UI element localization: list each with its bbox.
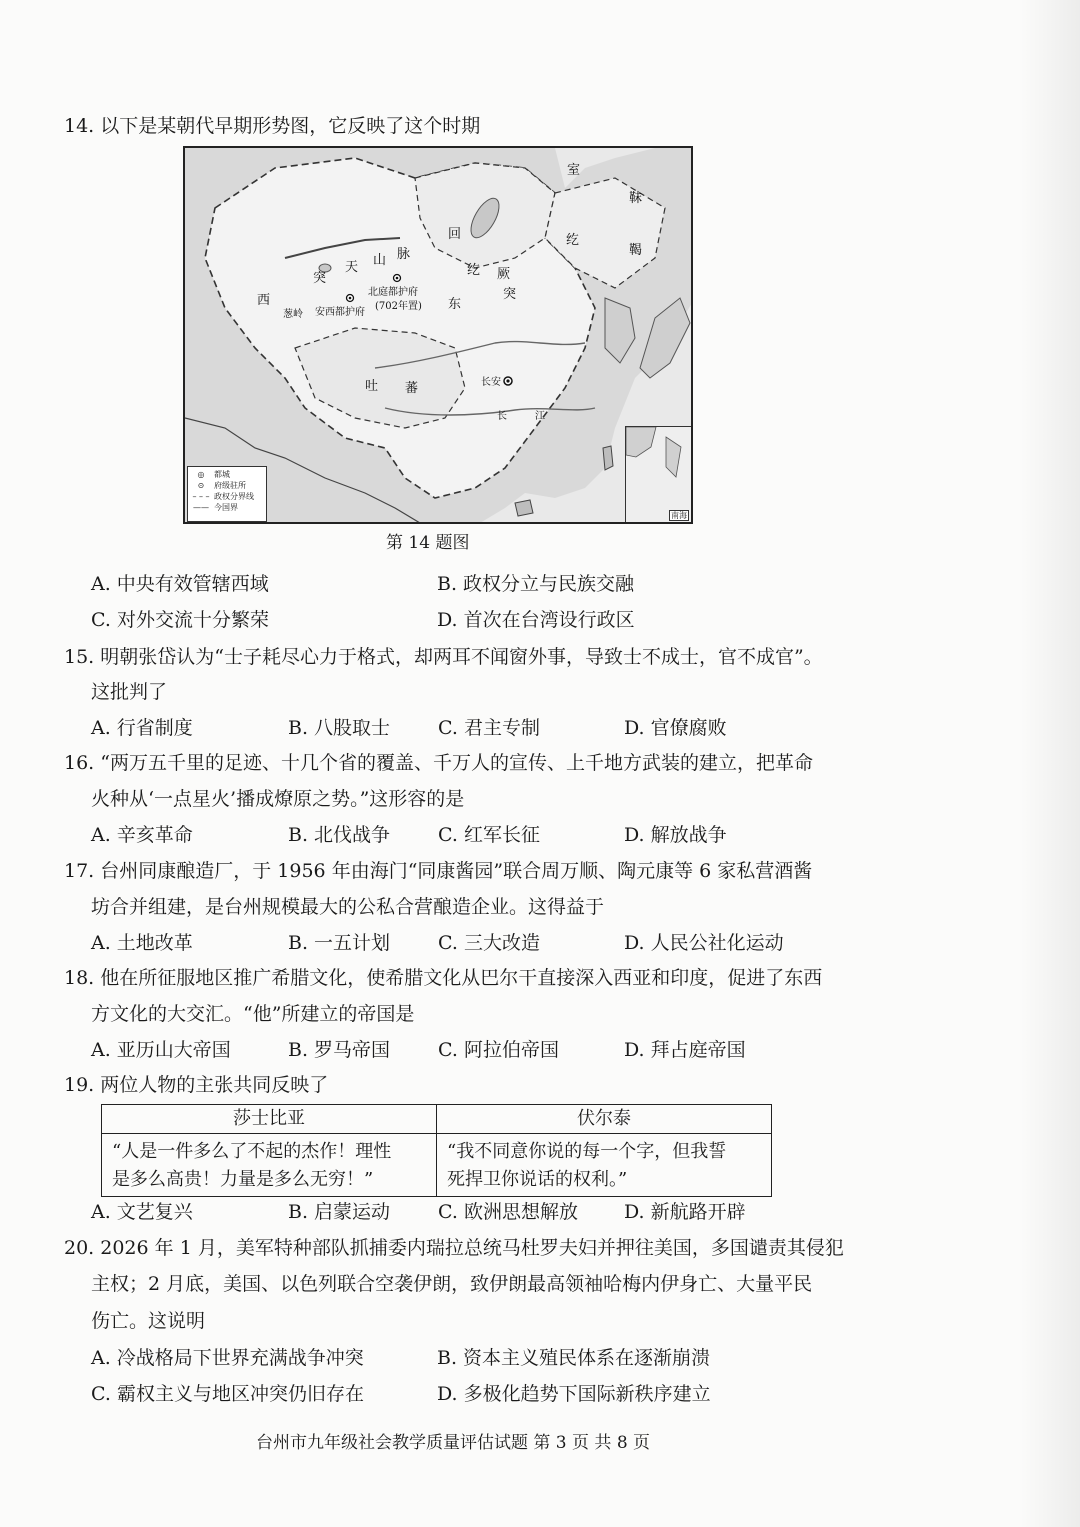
q15-stem-line2: 这批判了 — [91, 681, 168, 703]
dashed-line-icon: – – – — [192, 492, 210, 501]
quote-voltaire-line2: 死捍卫你说话的权利。” — [447, 1169, 628, 1190]
q16-stem-line2: 火种从‘一点星火’播成燎原之势。”这形容的是 — [91, 788, 465, 810]
q16-option-c[interactable]: C. 红军长征 — [438, 824, 540, 846]
q20-stem-line3: 伤亡。这说明 — [91, 1310, 206, 1332]
q14-option-d[interactable]: D. 首次在台湾设行政区 — [437, 609, 635, 631]
map-label-tufan1: 吐 — [365, 379, 379, 394]
q17-option-d[interactable]: D. 人民公社化运动 — [624, 932, 784, 954]
table-header-row — [102, 1105, 772, 1134]
q19-option-c[interactable]: C. 欧洲思想解放 — [438, 1201, 578, 1223]
south-sea-inset — [625, 426, 691, 522]
q14-option-c[interactable]: C. 对外交流十分繁荣 — [91, 609, 269, 631]
q17-stem-line1: 17. 台州同康酿造厂，于 1956 年由海门“同康酱园”联合周万顺、陶元康等 6 家私营酒酱 — [64, 860, 813, 882]
quote-shakespeare-line2: 是多么高贵！力量是多么无穷！” — [112, 1169, 374, 1190]
quote-voltaire-line1: “我不同意你说的每一个字，但我誓 — [447, 1141, 727, 1162]
tang-map-figure — [183, 146, 693, 524]
table-header-voltaire: 伏尔泰 — [437, 1105, 772, 1134]
q16-option-d[interactable]: D. 解放战争 — [624, 824, 727, 846]
map-label-hui: 回 — [448, 227, 462, 242]
map-label-beiting-year: (702年置) — [375, 301, 422, 312]
map-label-shiwei: 室 — [567, 163, 581, 178]
q19-stem: 19. 两位人物的主张共同反映了 — [64, 1074, 329, 1096]
q15-option-c[interactable]: C. 君主专制 — [438, 717, 540, 739]
map-label-dong: 东 — [448, 297, 462, 312]
map-label-changan: 长安 — [481, 377, 501, 388]
solid-line-icon: —— — [193, 503, 209, 512]
legend-capital: 都城 — [214, 470, 230, 479]
q14-stem: 14. 以下是某朝代早期形势图，它反映了这个时期 — [64, 115, 481, 137]
q19-quote-table — [101, 1104, 772, 1197]
table-row — [102, 1134, 772, 1197]
map-label-mohe2: 鞨 — [629, 243, 643, 258]
q18-option-d[interactable]: D. 拜占庭帝国 — [624, 1039, 746, 1061]
q18-option-a[interactable]: A. 亚历山大帝国 — [91, 1039, 231, 1061]
q18-stem-line1: 18. 他在所征服地区推广希腊文化，使希腊文化从巴尔干直接深入西亚和印度，促进了东西 — [64, 967, 823, 989]
map-label-tujue2: 突 — [503, 287, 517, 302]
legend-regime-border: 政权分界线 — [214, 492, 254, 501]
q20-option-a[interactable]: A. 冷战格局下世界充满战争冲突 — [91, 1347, 364, 1369]
map-label-ge: 纥 — [467, 263, 481, 278]
map-label-xi: 西 — [257, 293, 271, 308]
legend-modern-border: 今国界 — [214, 503, 238, 512]
map-label-mai: 脉 — [397, 247, 411, 262]
inset-drawing — [626, 427, 692, 523]
q20-option-b[interactable]: B. 资本主义殖民体系在逐渐崩溃 — [437, 1347, 711, 1369]
q17-option-a[interactable]: A. 土地改革 — [91, 932, 193, 954]
map-label-weiyu: 葱岭 — [283, 309, 303, 320]
map-legend — [187, 466, 267, 522]
map-label-jue: 厥 — [497, 267, 511, 282]
map-label-jiang: 江 — [535, 411, 545, 422]
q14-option-b[interactable]: B. 政权分立与民族交融 — [437, 573, 635, 595]
q15-option-a[interactable]: A. 行省制度 — [91, 717, 193, 739]
scan-edge-shadow — [1020, 0, 1080, 1527]
page-footer: 台州市九年级社会教学质量评估试题 第 3 页 共 8 页 — [256, 1433, 651, 1453]
quote-voltaire — [437, 1134, 772, 1197]
q20-option-d[interactable]: D. 多极化趋势下国际新秩序建立 — [437, 1383, 711, 1405]
quote-shakespeare-line1: “人是一件多么了不起的杰作！理性 — [112, 1141, 392, 1162]
q20-stem-line1: 20. 2026 年 1 月，美军特种部队抓捕委内瑞拉总统马杜罗夫妇并押往美国，多国谴责其侵犯 — [64, 1237, 844, 1259]
q19-option-a[interactable]: A. 文艺复兴 — [91, 1201, 193, 1223]
q18-option-b[interactable]: B. 罗马帝国 — [288, 1039, 391, 1061]
q14-caption: 第 14 题图 — [386, 533, 470, 553]
q19-option-d[interactable]: D. 新航路开辟 — [624, 1201, 746, 1223]
map-label-chang: 长 — [497, 411, 507, 422]
map-label-he: 纥 — [566, 233, 580, 248]
q20-stem-line2: 主权；2 月底，美国、以色列联合空袭伊朗，致伊朗最高领袖哈梅内伊身亡、大量平民 — [91, 1273, 813, 1295]
q17-option-b[interactable]: B. 一五计划 — [288, 932, 391, 954]
map-label-tufan2: 蕃 — [405, 381, 419, 396]
q14-option-a[interactable]: A. 中央有效管辖西域 — [91, 573, 269, 595]
map-label-tian: 天 — [345, 260, 359, 275]
q19-option-b[interactable]: B. 启蒙运动 — [288, 1201, 391, 1223]
q18-stem-line2: 方文化的大交汇。“他”所建立的帝国是 — [91, 1003, 415, 1025]
capital-symbol-icon: ◎ — [197, 470, 205, 479]
map-label-tu: 突 — [313, 271, 327, 286]
quote-shakespeare — [102, 1134, 437, 1197]
table-header-shakespeare: 莎士比亚 — [102, 1105, 437, 1134]
q17-stem-line2: 坊合并组建，是台州规模最大的公私合营酿造企业。这得益于 — [91, 896, 605, 918]
duhu-symbol-icon: ⊙ — [197, 481, 205, 490]
map-label-shan: 山 — [373, 253, 387, 268]
map-label-anxi: 安西都护府 — [315, 307, 365, 318]
map-label-mohe1: 靺 — [629, 191, 643, 206]
legend-duhu: 府级驻所 — [214, 481, 246, 490]
q16-option-a[interactable]: A. 辛亥革命 — [91, 824, 193, 846]
inset-label: 南海 — [671, 511, 687, 520]
map-label-beiting: 北庭都护府 — [368, 287, 418, 298]
q17-option-c[interactable]: C. 三大改造 — [438, 932, 540, 954]
q18-option-c[interactable]: C. 阿拉伯帝国 — [438, 1039, 559, 1061]
q16-stem-line1: 16. “两万五千里的足迹、十几个省的覆盖、千万人的宣传、上千地方武装的建立，把革命 — [64, 752, 813, 774]
q15-stem-line1: 15. 明朝张岱认为“士子耗尽心力于格式，却两耳不闻窗外事，导致士不成士，官不成官”。 — [64, 646, 823, 668]
q15-option-d[interactable]: D. 官僚腐败 — [624, 717, 727, 739]
q16-option-b[interactable]: B. 北伐战争 — [288, 824, 391, 846]
q20-option-c[interactable]: C. 霸权主义与地区冲突仍旧存在 — [91, 1383, 364, 1405]
q15-option-b[interactable]: B. 八股取士 — [288, 717, 391, 739]
